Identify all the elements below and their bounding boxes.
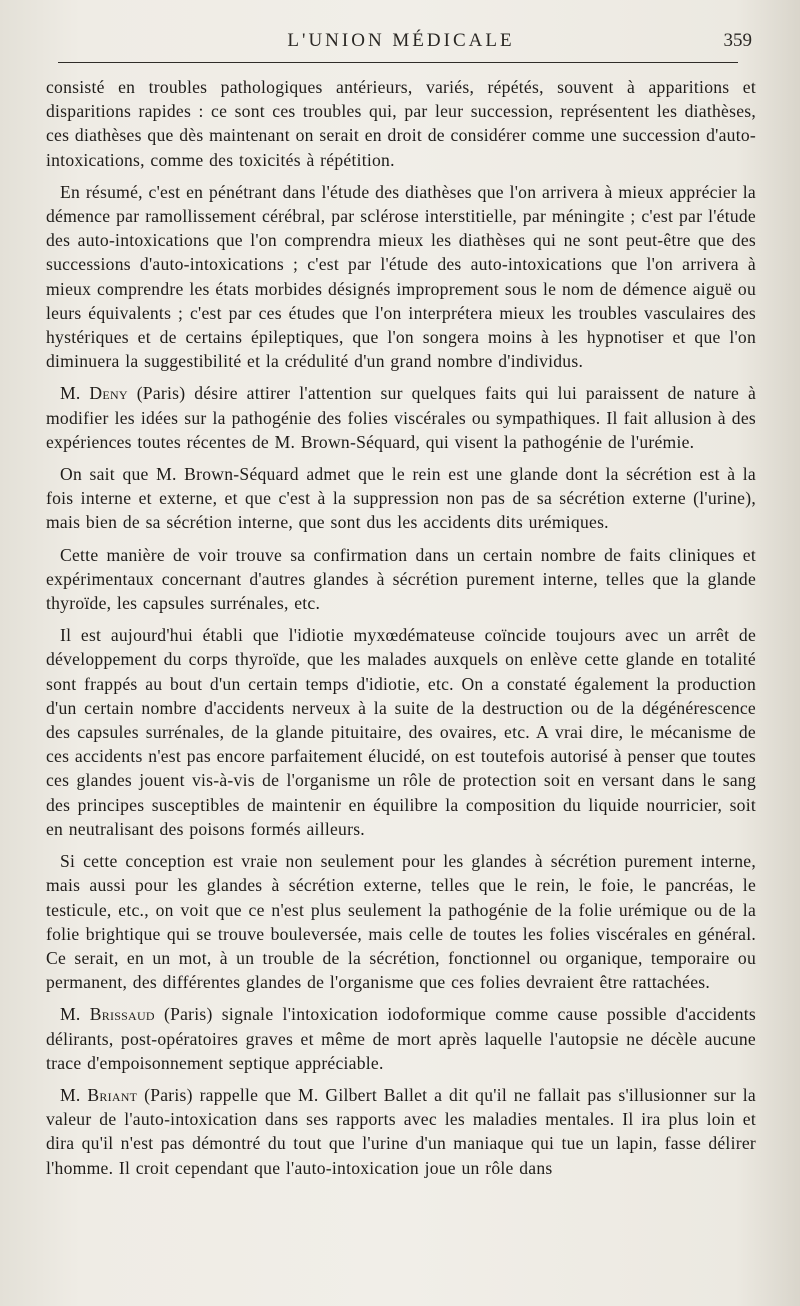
paragraph-briant [46, 1083, 756, 1180]
body-text [46, 75, 756, 1180]
header-rule [58, 62, 738, 63]
running-title: L'UNION MÉDICALE [287, 30, 515, 51]
paragraph-continuation [46, 75, 756, 172]
paragraph-brown-sequard [46, 462, 756, 535]
paragraph-text: (Paris) signale l'intoxication iodoformique comme cause possible d'accidents délirants, post-opératoires graves et même de mort après laquelle l'autopsie ne décèle aucune trace d'empoisonnement septique appréciable. [46, 1004, 756, 1073]
paragraph-text: En résumé, c'est en pénétrant dans l'étude des diathèses que l'on arrivera à mieux apprécier la démence par ramollissement cérébral, par sclérose interstitielle, par méningite ; c'est par l'étude des auto-intoxications que l'on comprendra mieux les diathèses qui ne sont peut-être que des successions d'auto-intoxications ; c'est par l'étude des auto-intoxications que l'on arrivera à mieux comprendre les états morbides désignés improprement sous le nom de démence aiguë ou leurs équivalents ; c'est par ces études que l'on interprétera mieux les troubles vasculaires des hystériques et de certains épileptiques, que l'on songera moins à les hypnotiser et que l'on diminuera la suggestibilité et la crédulité d'un grand nombre d'individus. [46, 181, 756, 372]
paragraph-text: consisté en troubles pathologiques antérieurs, variés, répétés, souvent à apparitions et disparitions rapides : ce sont ces troubles qui, par leur succession, représentent les diathèses, ces diathèses que dès maintenant on serait en droit de considérer comme une succession d'auto-intoxications, comme des toxicités à répétition. [46, 77, 756, 170]
paragraph-text: Si cette conception est vraie non seulement pour les glandes à sécrétion purement interne, mais aussi pour les glandes à sécrétion externe, telles que le rein, le foie, le pancréas, le testicule, etc., on voit que ce n'est plus seulement la pathogénie de la folie urémique ou de la folie brightique qui se trouve bouleversée, mais celle de toutes les folies viscérales en général. Ce serait, en un mot, à un trouble de la sécrétion, fonctionnel ou organique, temporaire ou permanent, des différentes glandes de l'organisme que ces folies devraient être rattachées. [46, 851, 756, 993]
speaker-name: M. Briant [60, 1084, 138, 1105]
paragraph-glands [46, 543, 756, 616]
paragraph-text: Il est aujourd'hui établi que l'idiotie myxœdémateuse coïncide toujours avec un arrêt de développement du corps thyroïde, que les malades auxquels on enlève cette glande en totalité sont frappés au bout d'un certain temps d'idiotie, etc. On a constaté également la production d'un certain nombre d'accidents nerveux à la suite de la destruction ou de la dégénérescence des capsules surrénales, de la glande pituitaire, des ovaires, etc. A vrai dire, le mécanisme de ces accidents n'est pas encore parfaitement élucidé, on est toutefois autorisé à penser que toutes ces glandes jouent vis-à-vis de l'organisme un rôle de protection soit en versant dans le sang des principes susceptibles de maintenir en équilibre la composition du liquide nourricier, soit en neutralisant des poisons formés ailleurs. [46, 625, 756, 839]
speaker-name: M. Deny [60, 383, 128, 404]
paragraph-text: Cette manière de voir trouve sa confirmation dans un certain nombre de faits cliniques et expérimentaux concernant d'autres glandes à sécrétion purement interne, telles que la glande thyroïde, les capsules surrénales, etc. [46, 544, 756, 614]
paragraph-text: (Paris) désire attirer l'attention sur quelques faits qui lui paraissent de nature à modifier les idées sur la pathogénie des folies viscérales ou sympathiques. Il fait allusion à des expériences toutes récentes de M. Brown-Séquard, qui visent la pathogénie de l'urémie. [46, 383, 757, 452]
paragraph-brissaud [46, 1002, 756, 1075]
page-number: 359 [723, 30, 752, 51]
speaker-name: M. Brissaud [60, 1004, 155, 1025]
paragraph-conception [46, 849, 756, 994]
paragraph-summary [46, 180, 756, 374]
page-header [46, 22, 756, 62]
paragraph-text: On sait que M. Brown-Séquard admet que le rein est une glande dont la sécrétion est à la fois interne et externe, et que c'est à la suppression non pas de sa sécrétion externe (l'urine), mais bien de sa sécrétion interne, que sont dus les accidents dits urémiques. [46, 464, 756, 533]
paragraph-idiotie [46, 623, 756, 841]
paragraph-text: (Paris) rappelle que M. Gilbert Ballet a dit qu'il ne fallait pas s'illusionner sur la valeur de l'auto-intoxication dans ses rapports avec les maladies mentales. Il ira plus loin et dira qu'il n'est pas démontré du tout que l'urine d'un maniaque qui tue un lapin, fasse délirer l'homme. Il croit cependant que l'auto-intoxication joue un rôle dans [46, 1084, 756, 1178]
paragraph-deny [46, 381, 756, 454]
